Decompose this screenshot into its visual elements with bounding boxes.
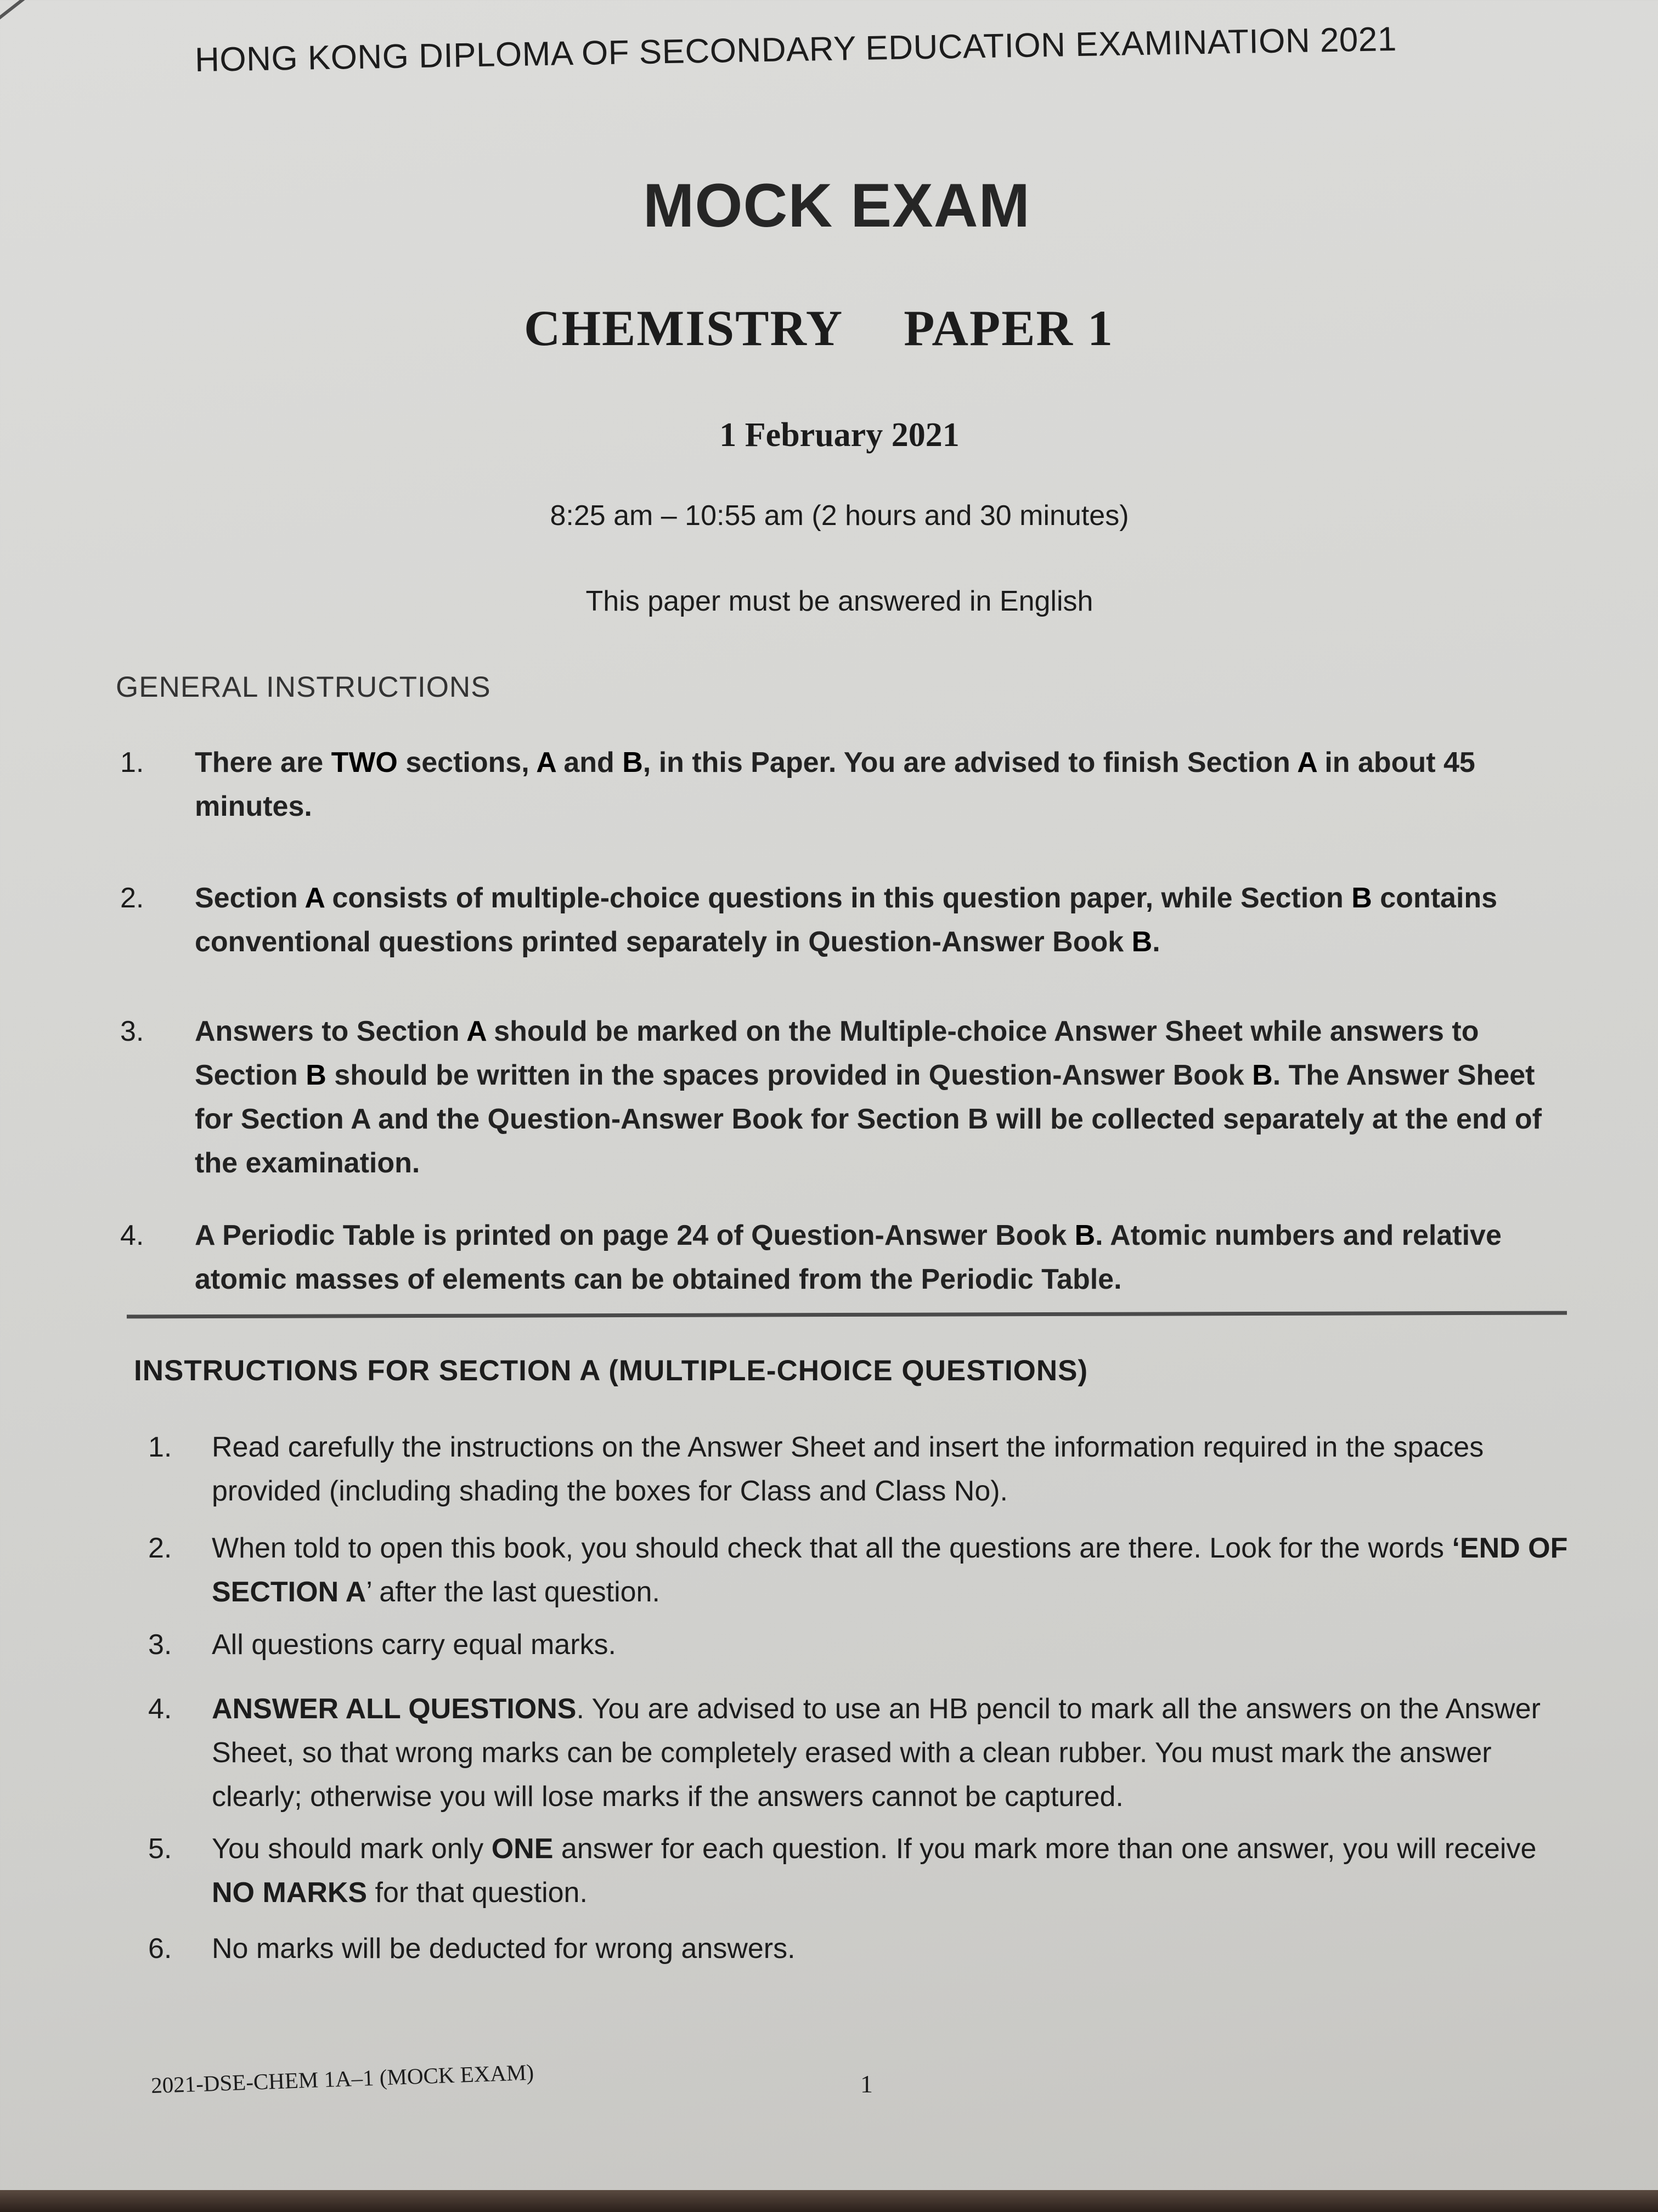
text-run: When told to open this book, you should check that all the questions are there. Look for the words	[212, 1532, 1452, 1564]
item-text	[195, 1214, 1566, 1301]
item-number: 2.	[120, 882, 144, 914]
instruction-item	[120, 1009, 1566, 1185]
text-run: . You are advised to use an HB pencil to mark all the answers on the Answer Sheet, so that wrong marks can be completely erased with a clean rubber. You must mark the answer clearly; otherwise you will lose marks if the answers cannot be captured.	[212, 1693, 1541, 1813]
emphasis-text: B	[1351, 882, 1372, 914]
item-text	[212, 1827, 1583, 1915]
section-a-heading: INSTRUCTIONS FOR SECTION A (MULTIPLE-CHOICE QUESTIONS)	[134, 1355, 1089, 1387]
text-run: for that question.	[367, 1877, 588, 1909]
text-run: You should mark only	[212, 1833, 492, 1865]
subject-line	[524, 299, 1114, 357]
text-run: . The Answer Sheet for Section A and the Question-Answer Book for Section B will be collected separately at the end of the examination.	[195, 1059, 1542, 1179]
footer-code: 2021-DSE-CHEM 1A–1 (MOCK EXAM)	[150, 2059, 534, 2098]
page-bottom-edge	[0, 2190, 1658, 2212]
item-text	[212, 1526, 1583, 1614]
emphasis-text: ANSWER ALL QUESTIONS	[212, 1693, 577, 1725]
instruction-item	[148, 1687, 1583, 1819]
text-run: and	[555, 747, 623, 778]
text-run: Read carefully the instructions on the Answer Sheet and insert the information required in the spaces provided (including shading the boxes for Class and Class No).	[212, 1431, 1484, 1507]
emphasis-text: ‘END OF SECTION A	[212, 1532, 1568, 1608]
item-number: 1.	[120, 747, 144, 778]
text-run: Answers to Section	[195, 1015, 467, 1047]
item-number: 1.	[148, 1431, 172, 1463]
emphasis-text: NO MARKS	[212, 1877, 368, 1909]
item-text	[195, 1009, 1566, 1185]
language-note: This paper must be answered in English	[585, 585, 1093, 617]
item-number: 3.	[148, 1629, 172, 1661]
text-run: No marks will be deducted for wrong answers.	[212, 1933, 796, 1965]
text-run: All questions carry equal marks.	[212, 1629, 616, 1661]
subject: CHEMISTRY	[524, 300, 844, 356]
text-run: A Periodic Table is printed on page 24 of Question-Answer Book	[195, 1220, 1075, 1251]
text-run: Section	[195, 882, 305, 914]
text-run: should be written in the spaces provided in Question-Answer Book	[326, 1059, 1253, 1091]
item-number: 3.	[120, 1015, 144, 1047]
instruction-item	[148, 1927, 1583, 1971]
item-text	[195, 876, 1566, 964]
instruction-item	[148, 1623, 1583, 1667]
emphasis-text: B	[306, 1059, 326, 1091]
emphasis-text: B	[1131, 926, 1153, 958]
text-run: There are	[195, 747, 331, 778]
emphasis-text: A	[536, 747, 556, 778]
emphasis-text: A	[304, 882, 324, 914]
item-text	[212, 1623, 1583, 1667]
text-run: answer for each question. If you mark more than one answer, you will receive	[553, 1833, 1537, 1865]
exam-date: 1 February 2021	[719, 416, 960, 454]
instruction-item	[148, 1827, 1583, 1915]
emphasis-text: B	[622, 747, 643, 778]
instruction-item	[148, 1526, 1583, 1614]
divider	[127, 1311, 1567, 1319]
page-edge-shadow	[0, 0, 109, 36]
instruction-item	[120, 1214, 1566, 1301]
item-text	[212, 1687, 1583, 1819]
item-number: 6.	[148, 1933, 172, 1965]
emphasis-text: A	[466, 1015, 486, 1047]
exam-header: HONG KONG DIPLOMA OF SECONDARY EDUCATION EXAMINATION 2021	[194, 20, 1397, 80]
emphasis-text: B	[1252, 1059, 1273, 1091]
item-number: 4.	[120, 1220, 144, 1251]
emphasis-text: A	[1297, 747, 1317, 778]
item-text	[195, 741, 1566, 828]
emphasis-text: ONE	[491, 1833, 554, 1865]
text-run: , in this Paper. You are advised to finish Section	[642, 747, 1298, 778]
item-text	[212, 1425, 1583, 1513]
item-number: 5.	[148, 1833, 172, 1865]
general-instructions-heading: GENERAL INSTRUCTIONS	[116, 671, 491, 703]
emphasis-text: B	[1074, 1220, 1096, 1251]
text-run: ’ after the last question.	[366, 1576, 660, 1608]
text-run: sections,	[397, 747, 537, 778]
text-run: should be marked on the Multiple-choice Answer Sheet while answers to Section	[195, 1015, 1479, 1091]
text-run: in about 45 minutes.	[195, 747, 1475, 822]
instruction-item	[120, 741, 1566, 828]
paper: PAPER 1	[904, 300, 1114, 356]
page-number: 1	[860, 2070, 873, 2098]
page-title: MOCK EXAM	[643, 171, 1030, 240]
instruction-item	[148, 1425, 1583, 1513]
item-text	[212, 1927, 1583, 1971]
emphasis-text: TWO	[331, 747, 398, 778]
exam-time: 8:25 am – 10:55 am (2 hours and 30 minutes)	[550, 500, 1129, 532]
item-number: 2.	[148, 1532, 172, 1564]
item-number: 4.	[148, 1693, 172, 1725]
instruction-item	[120, 876, 1566, 964]
text-run: .	[1152, 926, 1160, 958]
text-run: consists of multiple-choice questions in this question paper, while Section	[324, 882, 1352, 914]
text-run: . Atomic numbers and relative atomic masses of elements can be obtained from the Periodic Table.	[195, 1220, 1502, 1295]
text-run: contains conventional questions printed separately in Question-Answer Book	[195, 882, 1498, 958]
